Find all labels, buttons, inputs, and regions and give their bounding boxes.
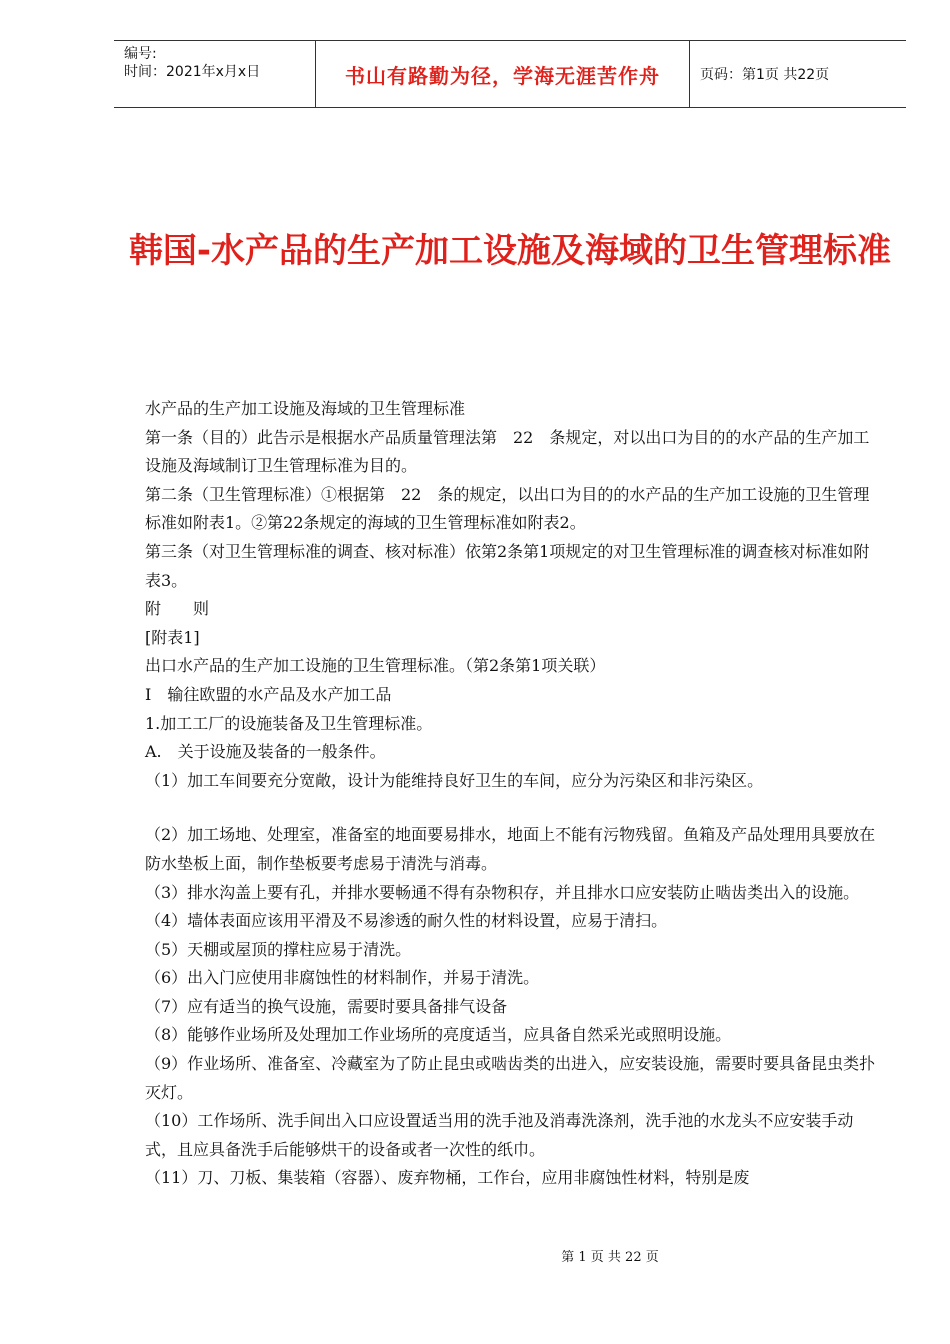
paragraph: 附 则 [145, 599, 210, 619]
paragraph: （10）工作场所、洗手间出入口应设置适当用的洗手池及消毒洗涤剂，洗手池的水龙头不应安装手动式，且应具备洗手后能够烘干的设备或者一次性的纸巾。 [145, 1111, 854, 1159]
page-footer: 第 1 页 共 22 页 [561, 1250, 659, 1265]
paragraph: A. 关于设施及装备的一般条件。 [145, 742, 386, 762]
paragraph: （7）应有适当的换气设施，需要时要具备排气设备 [145, 996, 508, 1016]
page-header [114, 40, 906, 108]
paragraph: 第三条（对卫生管理标准的调查、核对标准）依第2条第1项规定的对卫生管理标准的调查核对标准如附表3。 [145, 541, 870, 590]
paragraph: [附表1] [145, 627, 200, 647]
document-title: 韩国-水产品的生产加工设施及海域的卫生管理标准 [128, 231, 892, 271]
paragraph: 水产品的生产加工设施及海域的卫生管理标准 [145, 399, 466, 418]
document-body [145, 395, 880, 1193]
paragraph: （9）作业场所、准备室、冷藏室为了防止昆虫或啮齿类的出进入，应安装设施，需要时要具备昆虫类扑灭灯。 [145, 1054, 876, 1102]
paragraph: （2）加工场地、处理室，准备室的地面要易排水，地面上不能有污物残留。鱼箱及产品处理用具要放在防水垫板上面，制作垫板要考虑易于清洗与消毒。 [145, 825, 876, 873]
header-meta [114, 41, 316, 107]
paragraph: （5）天棚或屋顶的撑柱应易于清洗。 [145, 939, 412, 959]
paragraph: （1）加工车间要充分宽敞，设计为能维持良好卫生的车间，应分为污染区和非污染区。 [145, 770, 764, 790]
paragraph: （6）出入门应使用非腐蚀性的材料制作，并易于清洗。 [145, 968, 540, 988]
paragraph: （8）能够作业场所及处理加工作业场所的亮度适当，应具备自然采光或照明设施。 [145, 1025, 732, 1045]
paragraph: I 输往欧盟的水产品及水产加工品 [145, 684, 392, 704]
document-date: 时间：2021年x月x日 [124, 64, 261, 80]
paragraph: 出口水产品的生产加工设施的卫生管理标准。（第2条第1项关联） [145, 656, 606, 676]
header-page-info: 页码：第1页 共22页 [700, 67, 830, 83]
document-number-label: 编号: [124, 46, 157, 62]
paragraph: 第二条（卫生管理标准）①根据第 22 条的规定，以出口为目的的水产品的生产加工设施的卫生管理标准如附表1。②第22条规定的海域的卫生管理标准如附表2。 [145, 484, 870, 533]
paragraph: 第一条（目的）此告示是根据水产品质量管理法第 22 条规定，对以出口为目的的水产品的生产加工设施及海域制订卫生管理标准为目的。 [145, 427, 870, 476]
paragraph: （11）刀、刀板、集装箱（容器）、废弃物桶，工作台，应用非腐蚀性材料，特别是废 [145, 1168, 750, 1188]
paragraph: （3）排水沟盖上要有孔，并排水要畅通不得有杂物积存，并且排水口应安装防止啮齿类出入的设施。 [145, 882, 860, 902]
paragraph: 1.加工工厂的设施装备及卫生管理标准。 [145, 713, 433, 733]
header-motto: 书山有路勤为径，学海无涯苦作舟 [316, 41, 690, 107]
paragraph: （4）墙体表面应该用平滑及不易渗透的耐久性的材料设置，应易于清扫。 [145, 911, 668, 931]
